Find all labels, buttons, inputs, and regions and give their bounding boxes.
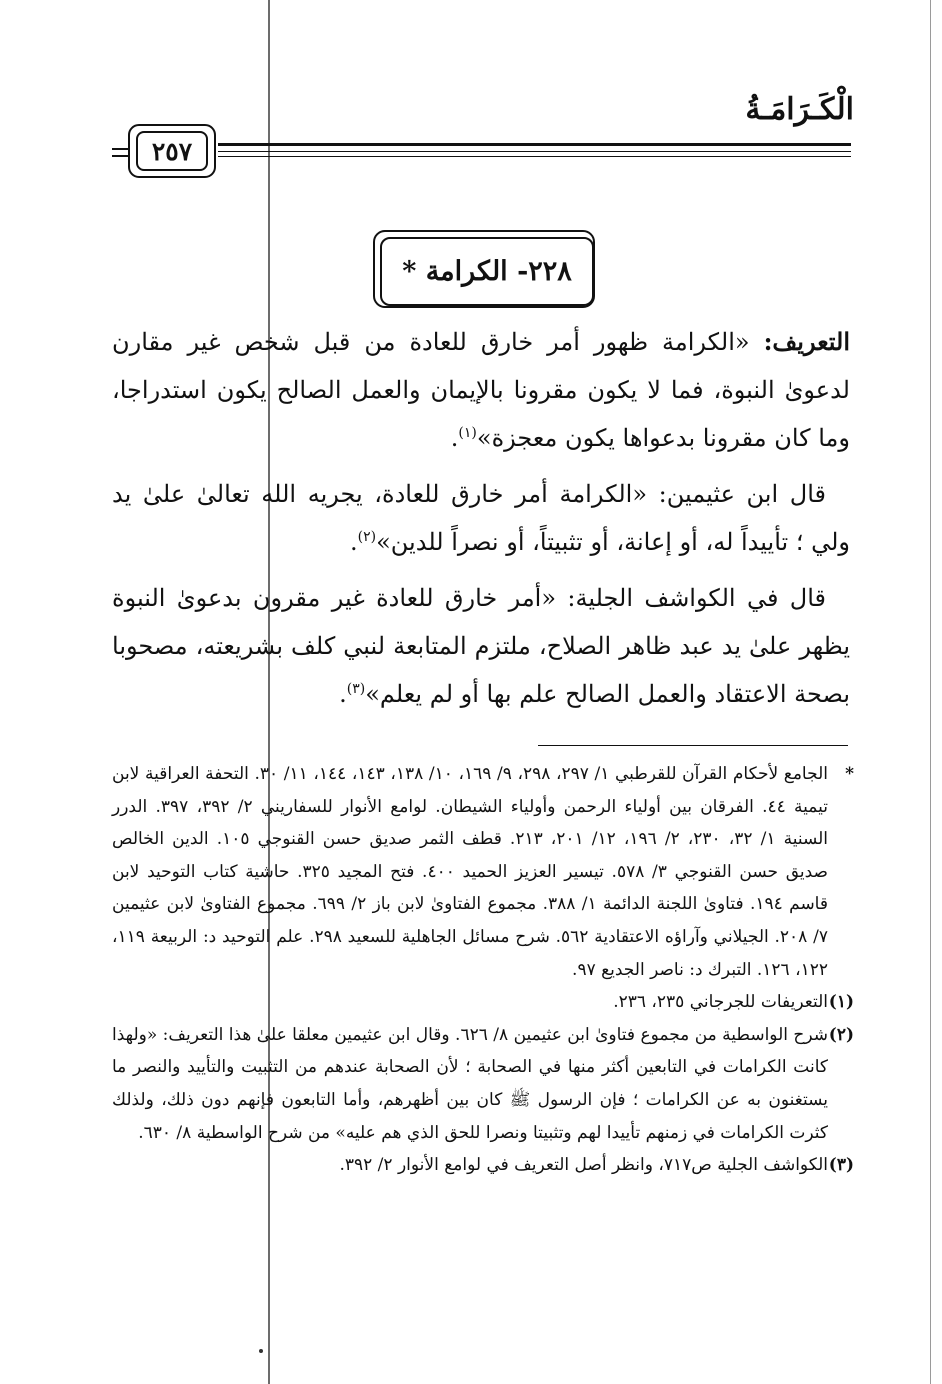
page-number: ٢٥٧ xyxy=(136,131,208,171)
footnote-sources xyxy=(112,758,854,986)
paragraph-end: . xyxy=(450,424,459,452)
footnote-marker: * xyxy=(845,764,854,784)
scan-speck xyxy=(259,1349,263,1353)
ibn-uthaymeen-paragraph xyxy=(112,470,850,566)
paragraph-end: . xyxy=(349,528,358,556)
header-dash-lower xyxy=(112,155,128,157)
footnote-ref: (٣) xyxy=(346,681,366,697)
footnote-text: شرح الواسطية من مجموع فتاوىٰ ابن عثيمين ٨/ ٦٢٦. وقال ابن عثيمين معلقا علىٰ هذا التعريف: «ولهذا كانت الكرامات في التابعين أكثر منها في الصحابة ؛ لأن الصحابة عندهم من التثبيت والتأييد والنصر ما يستغنون به عن الكرامات ؛ فإن الرسول ﷺ كان بين أظهرهم، وأما التابعون فإنهم دون ذلك، ولذلك كثرت الكرامات في زمنهم تأييدا لهم وتثبيتا ونصرا للحق الذي هم عليه» من شرح الواسطية ٨/ ٦٣٠. xyxy=(112,1024,828,1143)
footnote-marker: (٢) xyxy=(828,1024,854,1045)
kawashif-paragraph xyxy=(112,574,850,718)
paragraph-text: قال في الكواشف الجلية: «أمر خارق للعادة غير مقرون بدعوىٰ النبوة يظهر علىٰ يد عبد ظاهر الصلاح، ملتزم المتابعة لنبي كلف بشريعته، مصحوبا بصحة الاعتقاد والعمل الصالح علم بها أو لم يعلم» xyxy=(112,584,850,708)
footnote-ref: (١) xyxy=(458,425,477,441)
running-header-title: الْكَـرَامَـةُ xyxy=(745,92,854,127)
footnote-3 xyxy=(112,1149,854,1182)
paragraph-lead: التعريف: xyxy=(763,327,850,356)
paragraph-end: . xyxy=(339,680,347,708)
paragraph-text: قال ابن عثيمين: «الكرامة أمر خارق للعادة، يجريه الله تعالىٰ علىٰ يد ولي ؛ تأييداً له، أو إعانة، أو تثبيتاً، أو نصراً للدين» xyxy=(112,480,850,556)
header-rule-thick xyxy=(218,143,851,146)
paragraph-text: «الكرامة ظهور أمر خارق للعادة من قبل شخص غير مقارن لدعوىٰ النبوة، فما لا يكون مقرونا بالإيمان والعمل الصالح يكون استدراجا، وما كان مقرونا بدعواها يكون معجزة» xyxy=(112,328,850,452)
main-text xyxy=(112,318,850,726)
header-dash-upper xyxy=(112,148,128,150)
footnote-separator xyxy=(538,745,848,746)
header-rule-thin xyxy=(218,151,851,152)
footnotes xyxy=(112,758,854,1182)
scan-edge-line xyxy=(930,0,931,1384)
footnote-marker: (١) xyxy=(828,992,854,1013)
footnote-text: التعريفات للجرجاني ٢٣٥، ٢٣٦. xyxy=(613,992,828,1013)
footnote-2 xyxy=(112,1019,854,1149)
header-rule-thin-lower xyxy=(218,156,851,157)
footnote-marker: (٣) xyxy=(828,1155,854,1176)
definition-paragraph xyxy=(112,318,850,462)
footnote-text: الجامع لأحكام القرآن للقرطبي ١/ ٢٩٧، ٢٩٨، ٩/ ١٦٩، ١٠/ ١٣٨، ١٤٣، ١٤٤، ١١/ ٣٠. التحفة العراقية لابن تيمية ٤٤. الفرقان بين أولياء الرحمن وأولياء الشيطان. لوامع الأنوار للسفاريني ٢/ ٣٩٢، ٣٩٧. الدرر السنية ١/ ٣٢، ٢٣٠، ٢/ ١٩٦، ١٢/ ٢٠١، ٢١٣. قطف الثمر صديق حسن القنوجي ١٠٥. الدين الخالص صديق حسن القنوجي ٣/ ٥٧٨. تيسير العزيز الحميد ٤٠٠. فتح المجيد ٣٢٥. حاشية كتاب التوحيد لابن قاسم ١٩٤. فتاوىٰ اللجنة الدائمة ١/ ٣٨٨. مجموع الفتاوىٰ لابن باز ٢/ ٦٩٩. مجموع الفتاوىٰ لابن عثيمين ٧/ ٢٠٨. الجيلاني وآراؤه الاعتقادية ٥٦٢. شرح مسائل الجاهلية للسعيد ٢٩٨. علم التوحيد د: الربيعة ١١٩، ١٢٢، ١٢٦. التبرك د: ناصر الجديع ٩٧. xyxy=(112,764,829,980)
page-number-frame xyxy=(128,124,216,178)
footnote-1 xyxy=(112,986,854,1019)
footnote-text: الكواشف الجلية ص٧١٧، وانظر أصل التعريف في لوامع الأنوار ٢/ ٣٩٢. xyxy=(339,1155,828,1176)
footnote-ref: (٢) xyxy=(357,529,377,545)
entry-title: ٢٢٨- الكرامة * xyxy=(380,237,594,306)
